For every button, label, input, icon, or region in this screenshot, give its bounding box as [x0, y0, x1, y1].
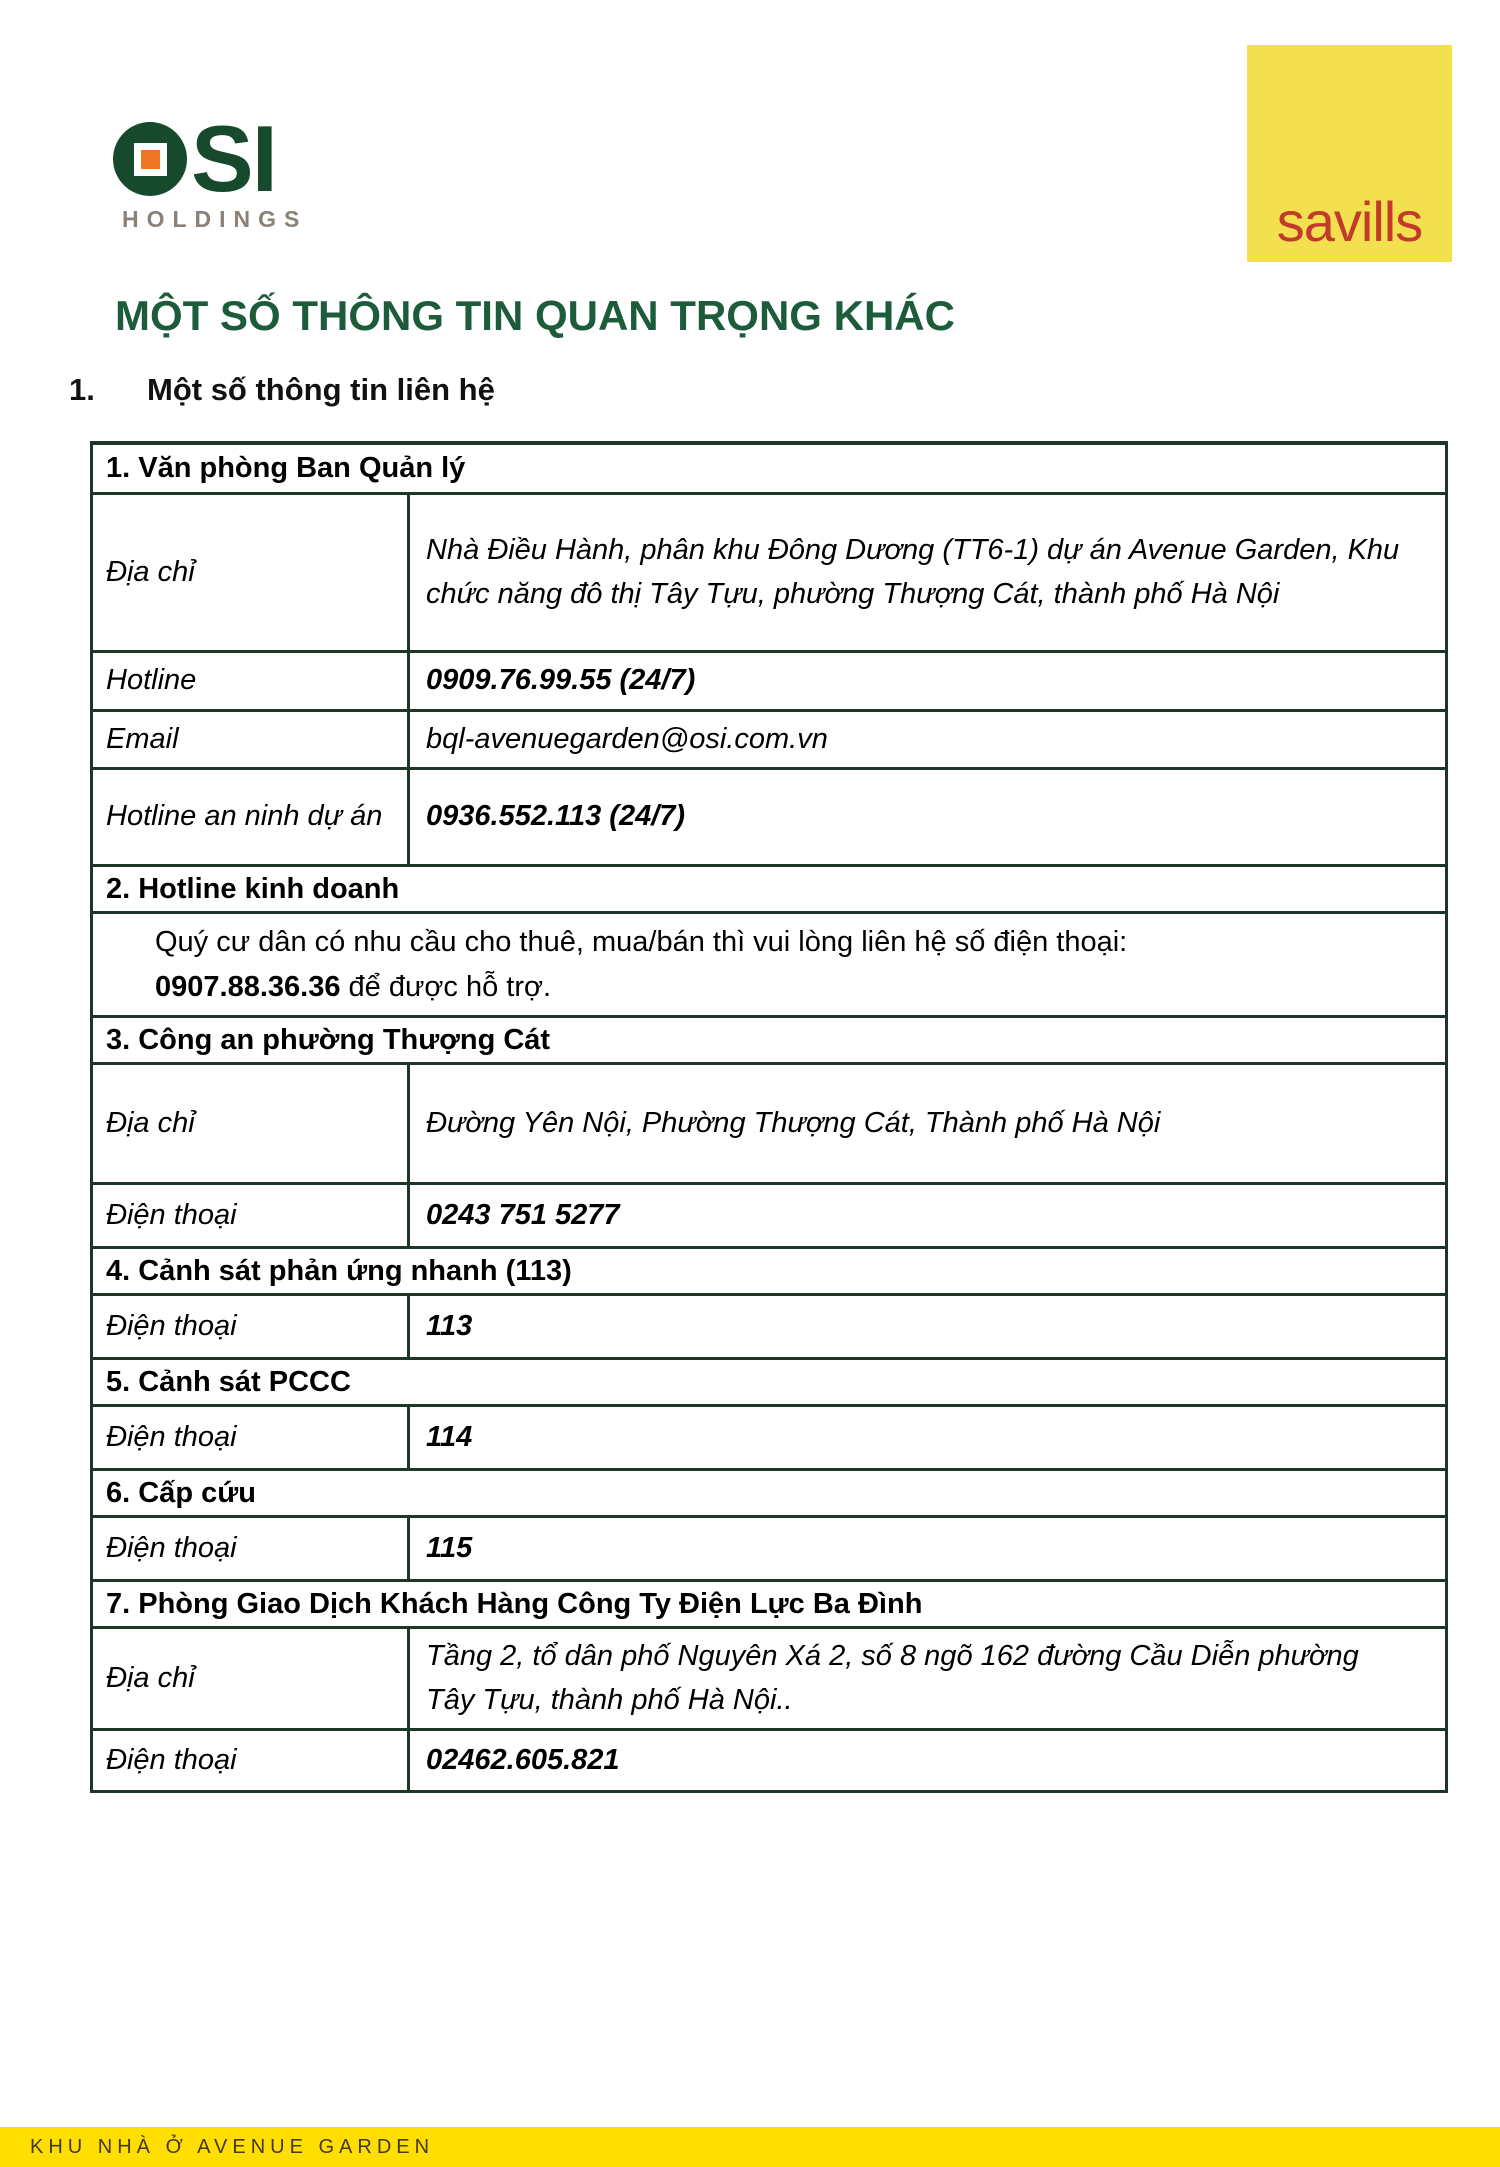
osi-logo-mark — [113, 106, 307, 211]
table-row — [93, 1062, 1445, 1182]
footer-bar — [0, 2127, 1500, 2167]
row-value: 115 — [407, 1518, 1445, 1579]
note-phone: 0907.88.36.36 — [155, 970, 341, 1003]
table-section-header: 7. Phòng Giao Dịch Khách Hàng Công Ty Điện Lực Ba Đình — [93, 1579, 1445, 1626]
savills-logo — [1247, 45, 1452, 262]
row-value: Đường Yên Nội, Phường Thượng Cát, Thành phố Hà Nội — [407, 1065, 1445, 1182]
row-value: 02462.605.821 — [407, 1731, 1445, 1790]
osi-white-square — [134, 143, 167, 176]
table-section-header: 1. Văn phòng Ban Quản lý — [106, 452, 466, 484]
osi-holdings-text: HOLDINGS — [122, 206, 308, 232]
footer-text: KHU NHÀ Ở AVENUE GARDEN — [30, 2135, 435, 2158]
table-row — [93, 1626, 1445, 1728]
row-value: 113 — [407, 1296, 1445, 1357]
row-label: Điện thoại — [106, 1198, 237, 1231]
row-label: Điện thoại — [106, 1531, 237, 1564]
row-label: Địa chỉ — [106, 1661, 195, 1694]
table-section-header: 5. Cảnh sát PCCC — [93, 1357, 1445, 1404]
table-section-header: 6. Cấp cứu — [93, 1468, 1445, 1515]
table-row — [93, 709, 1445, 768]
row-label: Địa chỉ — [106, 1106, 195, 1139]
row-value: Tầng 2, tổ dân phố Nguyên Xá 2, số 8 ngõ 162 đường Cầu Diễn phường Tây Tựu, thành phố Hà Nội.. — [407, 1629, 1445, 1728]
osi-holdings-logo — [113, 106, 308, 233]
table-section-header: 2. Hotline kinh doanh — [93, 864, 1445, 911]
table-section-header: 4. Cảnh sát phản ứng nhanh (113) — [93, 1246, 1445, 1293]
table-row — [93, 1293, 1445, 1357]
row-label: Điện thoại — [106, 1309, 237, 1342]
osi-si-text: SI — [191, 106, 276, 211]
row-label: Hotline an ninh dự án — [106, 800, 383, 833]
osi-circle-icon — [113, 122, 187, 196]
contact-table — [90, 441, 1448, 1793]
row-value: 114 — [407, 1407, 1445, 1468]
table-row — [93, 767, 1445, 864]
page-title: MỘT SỐ THÔNG TIN QUAN TRỌNG KHÁC — [115, 292, 955, 339]
row-label: Điện thoại — [106, 1743, 237, 1776]
osi-orange-square-icon — [141, 150, 160, 169]
row-label: Email — [106, 722, 179, 755]
sales-note-text — [155, 920, 1265, 1010]
row-label: Địa chỉ — [106, 555, 195, 588]
table-row — [93, 492, 1445, 650]
row-label: Điện thoại — [106, 1420, 237, 1453]
row-value: 0243 751 5277 — [407, 1185, 1445, 1246]
savills-wordmark: savills — [1276, 190, 1423, 253]
note-after: để được hỗ trợ. — [340, 970, 552, 1003]
sales-note-row — [93, 911, 1445, 1015]
row-value: 0909.76.99.55 (24/7) — [407, 653, 1445, 709]
heading-label: Một số thông tin liên hệ — [147, 372, 495, 407]
table-row — [93, 1182, 1445, 1246]
table-row — [93, 1404, 1445, 1468]
row-label: Hotline — [106, 664, 197, 696]
row-value: Nhà Điều Hành, phân khu Đông Dương (TT6-1) dự án Avenue Garden, Khu chức năng đô thị Tây Tựu, phường Thượng Cát, thành phố Hà Nội — [407, 495, 1445, 650]
table-row — [93, 650, 1445, 709]
table-row — [93, 1728, 1445, 1790]
heading-number: 1. — [69, 372, 95, 407]
note-before: Quý cư dân có nhu cầu cho thuê, mua/bán thì vui lòng liên hệ số điện thoại: — [155, 925, 1128, 958]
table-row — [93, 1515, 1445, 1579]
row-value: 0936.552.113 (24/7) — [407, 770, 1445, 864]
table-section-header: 3. Công an phường Thượng Cát — [93, 1015, 1445, 1062]
row-value: bql-avenuegarden@osi.com.vn — [407, 712, 1445, 768]
section-heading — [69, 372, 495, 408]
